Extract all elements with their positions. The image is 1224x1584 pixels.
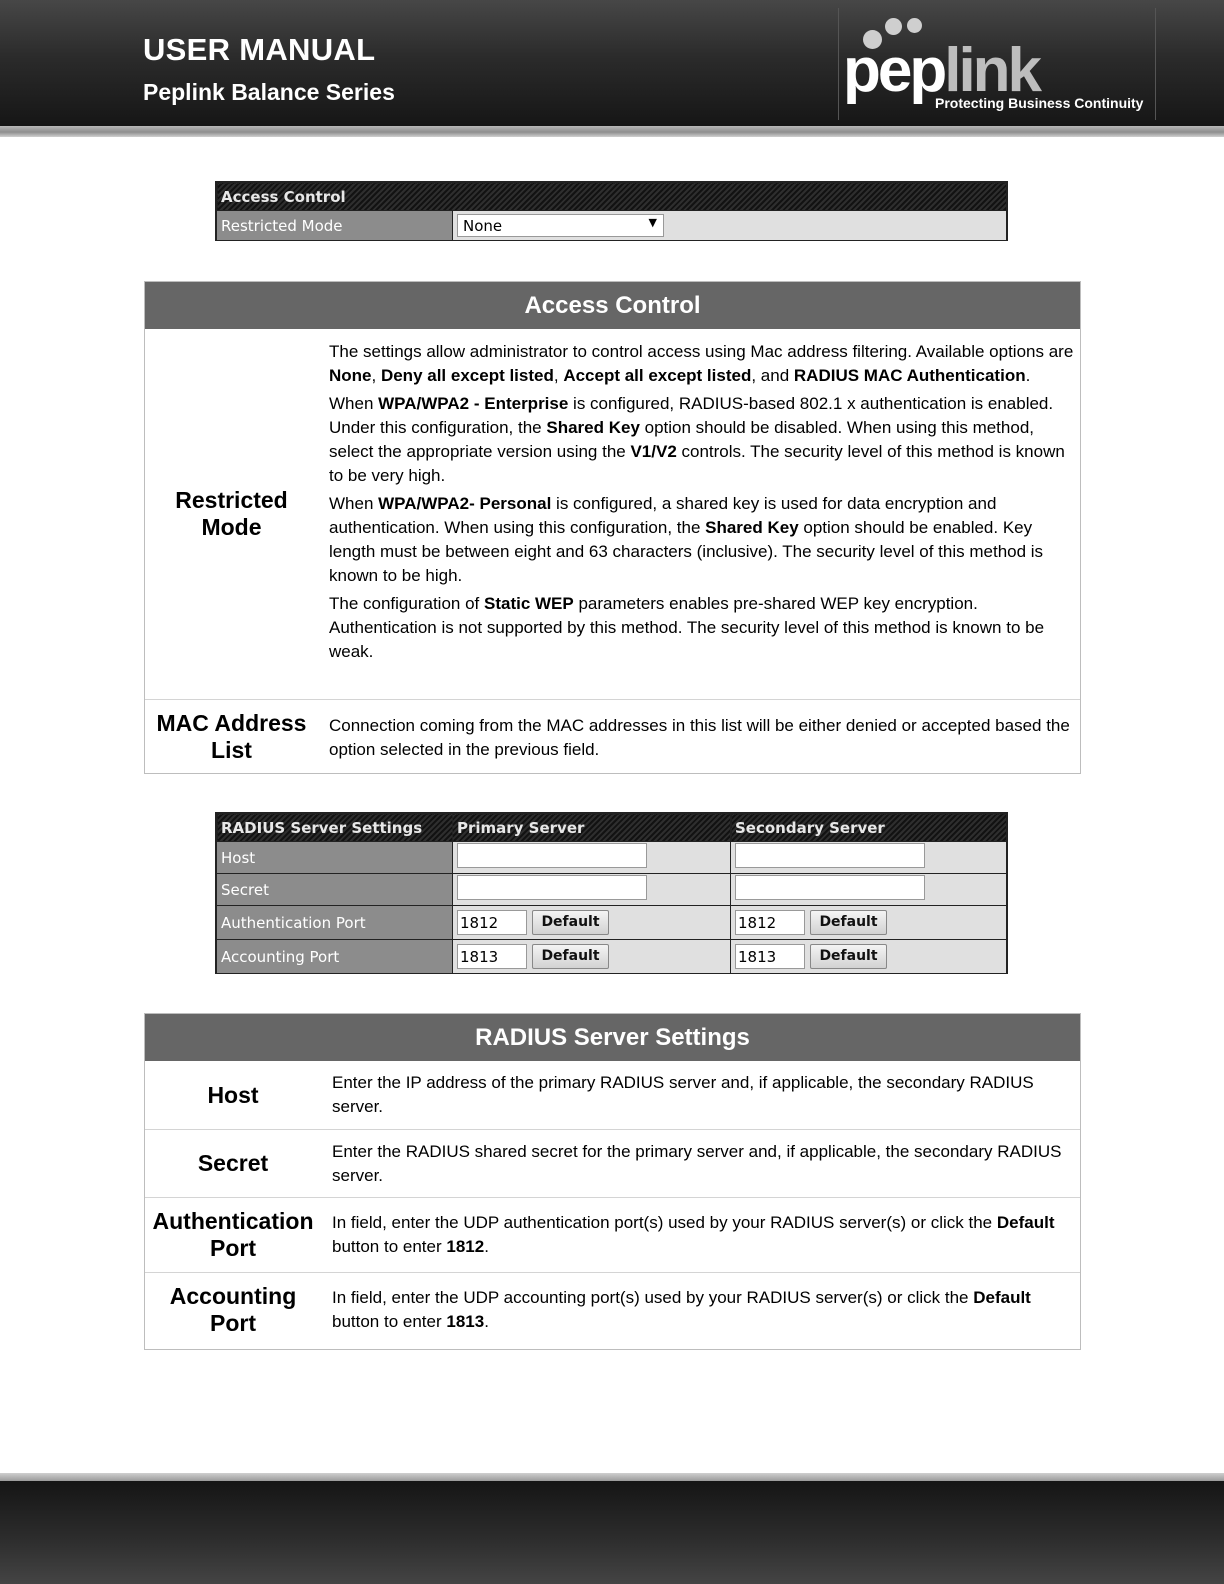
dropdown-arrow-icon: ▼ <box>648 216 657 229</box>
desc-mac-address-list: Connection coming from the MAC addresses in this list will be either denied or accepted based the option selected in the previous field. <box>329 716 1070 759</box>
table-row <box>145 1061 1080 1129</box>
doc-subtitle: Peplink Balance Series <box>143 79 395 105</box>
paragraph: When WPA/WPA2 - Enterprise is configured, RADIUS-based 802.1 x authentication is enabled. Under this configuration, the Shared Key option should be disabled. When using this method, select the appropriate version using the V1/V2 controls. The security level of this method is known to be very high. <box>329 394 1065 485</box>
term-restricted-mode: Restricted Mode <box>175 487 288 540</box>
logo-wordmark: peplink <box>843 36 1040 105</box>
table-row <box>145 1197 1080 1272</box>
primary-auth-port-input[interactable]: 1812 <box>457 910 527 935</box>
col-header-settings: RADIUS Server Settings <box>217 814 453 842</box>
desc-authentication-port: In field, enter the UDP authentication port(s) used by your RADIUS server(s) or click the Default button to enter 1812. <box>332 1213 1055 1256</box>
logo-tagline: Protecting Business Continuity <box>935 95 1144 111</box>
table-row <box>145 1129 1080 1197</box>
secondary-secret-input[interactable] <box>735 875 925 900</box>
table-heading: RADIUS Server Settings <box>145 1014 1080 1061</box>
term-host: Host <box>207 1081 259 1108</box>
page-header <box>0 0 1224 126</box>
term-accounting-port: Accounting Port <box>169 1283 297 1336</box>
paragraph: The settings allow administrator to control access using Mac address filtering. Available options are None, Deny all except listed, Accept all except listed, and RADIUS MAC Authentication. <box>329 342 1074 385</box>
paragraph: The configuration of Static WEP parameters enables pre-shared WEP key encryption. Authentication is not supported by this method. The security level of this method is known to be weak. <box>329 594 1045 661</box>
paragraph: When WPA/WPA2- Personal is configured, a shared key is used for data encryption and authentication. When using this configuration, the Shared Key option should be enabled. Key length must be between eight and 63 characters (inclusive). The security level of this method is known to be high. <box>329 494 1044 585</box>
radius-settings-panel <box>215 812 1008 974</box>
primary-acct-port-input[interactable]: 1813 <box>457 944 527 969</box>
table-row <box>145 699 1080 773</box>
row-label-acct-port: Accounting Port <box>217 940 453 974</box>
radius-settings-table <box>144 1013 1081 1350</box>
restricted-mode-select[interactable]: None ▼ <box>457 214 664 237</box>
table-row <box>145 1272 1080 1347</box>
term-mac-address-list: MAC Address List <box>156 709 307 763</box>
restricted-mode-cell <box>453 211 1007 241</box>
primary-auth-default-button[interactable]: Default <box>532 910 609 935</box>
row-label-host: Host <box>217 842 453 874</box>
logo-dot-icon <box>907 18 922 33</box>
access-control-panel <box>215 181 1008 241</box>
primary-secret-input[interactable] <box>457 875 647 900</box>
desc-secret: Enter the RADIUS shared secret for the primary server and, if applicable, the secondary RADIUS server. <box>332 1142 1062 1185</box>
table-row <box>145 329 1080 699</box>
primary-host-input[interactable] <box>457 843 647 868</box>
row-label-secret: Secret <box>217 874 453 906</box>
term-authentication-port: Authentication Port <box>152 1208 314 1261</box>
logo-dot-icon <box>885 18 902 35</box>
doc-title: USER MANUAL <box>143 32 376 67</box>
panel-title: Access Control <box>217 183 1007 211</box>
restricted-mode-label: Restricted Mode <box>217 211 453 241</box>
desc-host: Enter the IP address of the primary RADIUS server and, if applicable, the secondary RADIUS server. <box>332 1073 1034 1116</box>
col-header-secondary: Secondary Server <box>731 814 1007 842</box>
primary-acct-default-button[interactable]: Default <box>532 944 609 969</box>
desc-restricted-mode <box>318 329 1080 699</box>
secondary-acct-port-input[interactable]: 1813 <box>735 944 805 969</box>
header-rule <box>0 126 1224 137</box>
peplink-logo <box>838 8 1156 120</box>
secondary-host-input[interactable] <box>735 843 925 868</box>
access-control-table <box>144 281 1081 774</box>
secondary-auth-default-button[interactable]: Default <box>810 910 887 935</box>
col-header-primary: Primary Server <box>453 814 731 842</box>
table-heading: Access Control <box>145 282 1080 329</box>
secondary-auth-port-input[interactable]: 1812 <box>735 910 805 935</box>
page-footer <box>0 1481 1224 1584</box>
footer-rule <box>0 1473 1224 1481</box>
secondary-acct-default-button[interactable]: Default <box>810 944 887 969</box>
desc-accounting-port: In field, enter the UDP accounting port(s) used by your RADIUS server(s) or click the Default button to enter 1813. <box>332 1288 1031 1331</box>
term-secret: Secret <box>197 1150 269 1176</box>
row-label-auth-port: Authentication Port <box>217 906 453 940</box>
